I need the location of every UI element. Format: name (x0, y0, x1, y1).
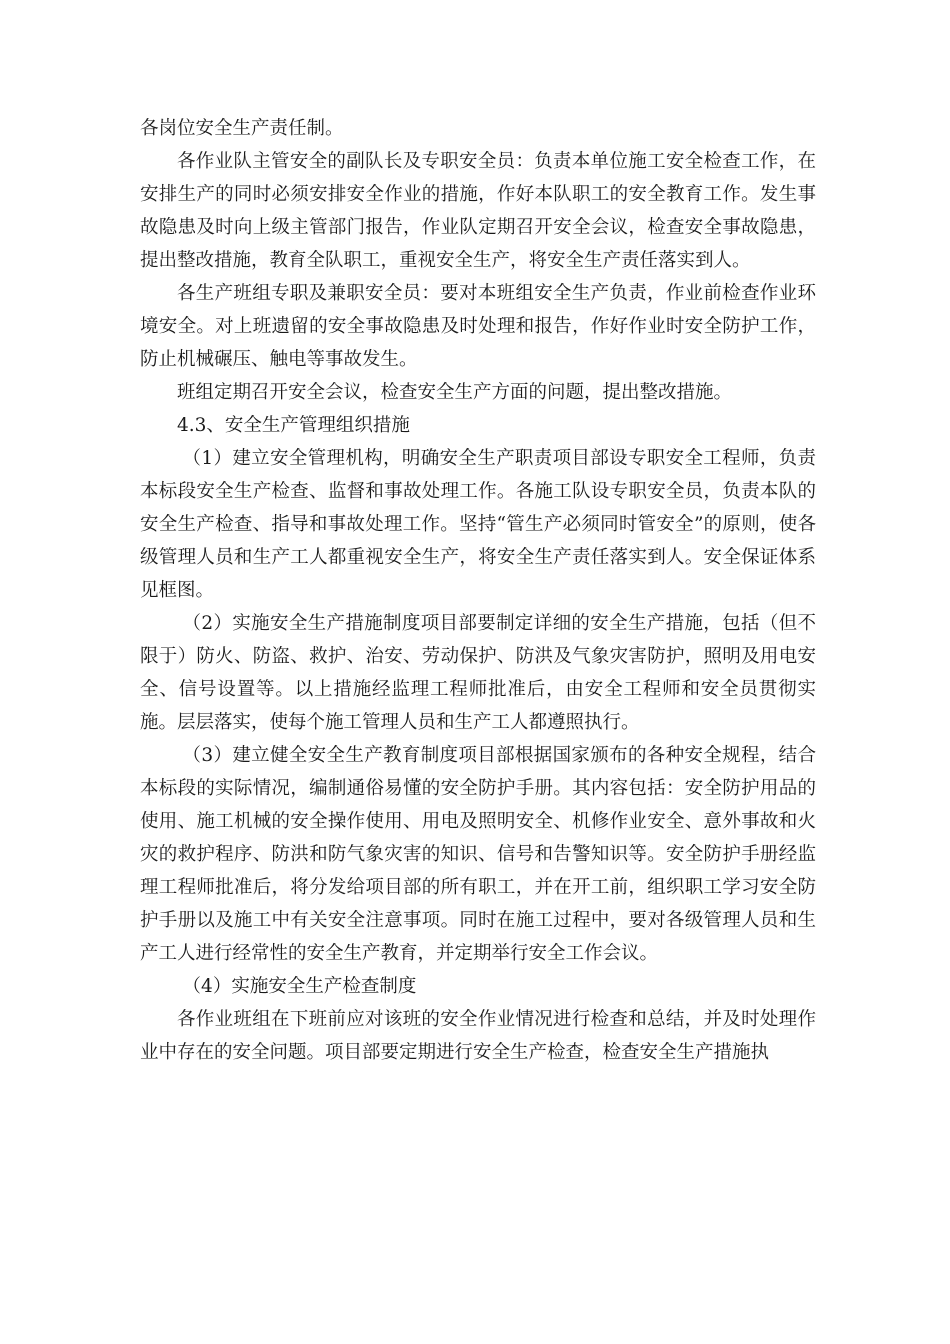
paragraph-item-1: （1）建立安全管理机构，明确安全生产职责项目部设专职安全工程师，负责本标段安全生产检查、监督和事故处理工作。各施工队设专职安全员，负责本队的安全生产检查、指导和事故处理工作。坚持“管生产必须同时管安全”的原则，使各级管理人员和生产工人都重视安全生产，将安全生产责任落实到人。安全保证体系见框图。 (140, 448, 816, 601)
paragraph-item-3: （3）建立健全安全生产教育制度项目部根据国家颁布的各种安全规程，结合本标段的实际情况，编制通俗易懂的安全防护手册。其内容包括：安全防护用品的使用、施工机械的安全操作使用、用电及照明安全、机修作业安全、意外事故和火灾的救护程序、防洪和防气象灾害的知识、信号和告警知识等。安全防护手册经监理工程师批准后，将分发给项目部的所有职工，并在开工前，组织职工学习安全防护手册以及施工中有关安全注意事项。同时在施工过程中，要对各级管理人员和生产工人进行经常性的安全生产教育，并定期举行安全工作会议。 (140, 745, 816, 964)
paragraph-item-2: （2）实施安全生产措施制度项目部要制定详细的安全生产措施，包括（但不限于）防火、防盗、救护、治安、劳动保护、防洪及气象灾害防护，照明及用电安全、信号设置等。以上措施经监理工程师批准后，由安全工程师和安全员贯彻实施。层层落实，使每个施工管理人员和生产工人都遵照执行。 (140, 613, 816, 733)
paragraph-5: 各作业班组在下班前应对该班的安全作业情况进行检查和总结，并及时处理作业中存在的安全问题。项目部要定期进行安全生产检查，检查安全生产措施执 (140, 1009, 816, 1063)
paragraph-item-4: （4）实施安全生产检查制度 (182, 976, 417, 997)
document-body (140, 112, 816, 1069)
paragraph-1: 各岗位安全生产责任制。 (140, 118, 344, 139)
section-heading: 4.3、安全生产管理组织措施 (177, 415, 410, 436)
paragraph-2: 各作业队主管安全的副队长及专职安全员：负责本单位施工安全检查工作，在安排生产的同时必须安排安全作业的措施，作好本队职工的安全教育工作。发生事故隐患及时向上级主管部门报告，作业队定期召开安全会议，检查安全事故隐患，提出整改措施，教育全队职工，重视安全生产，将安全生产责任落实到人。 (140, 151, 816, 271)
paragraph-3: 各生产班组专职及兼职安全员：要对本班组安全生产负责，作业前检查作业环境安全。对上班遗留的安全事故隐患及时处理和报告，作好作业时安全防护工作，防止机械碾压、触电等事故发生。 (140, 283, 816, 370)
paragraph-4: 班组定期召开安全会议，检查安全生产方面的问题，提出整改措施。 (177, 382, 733, 403)
